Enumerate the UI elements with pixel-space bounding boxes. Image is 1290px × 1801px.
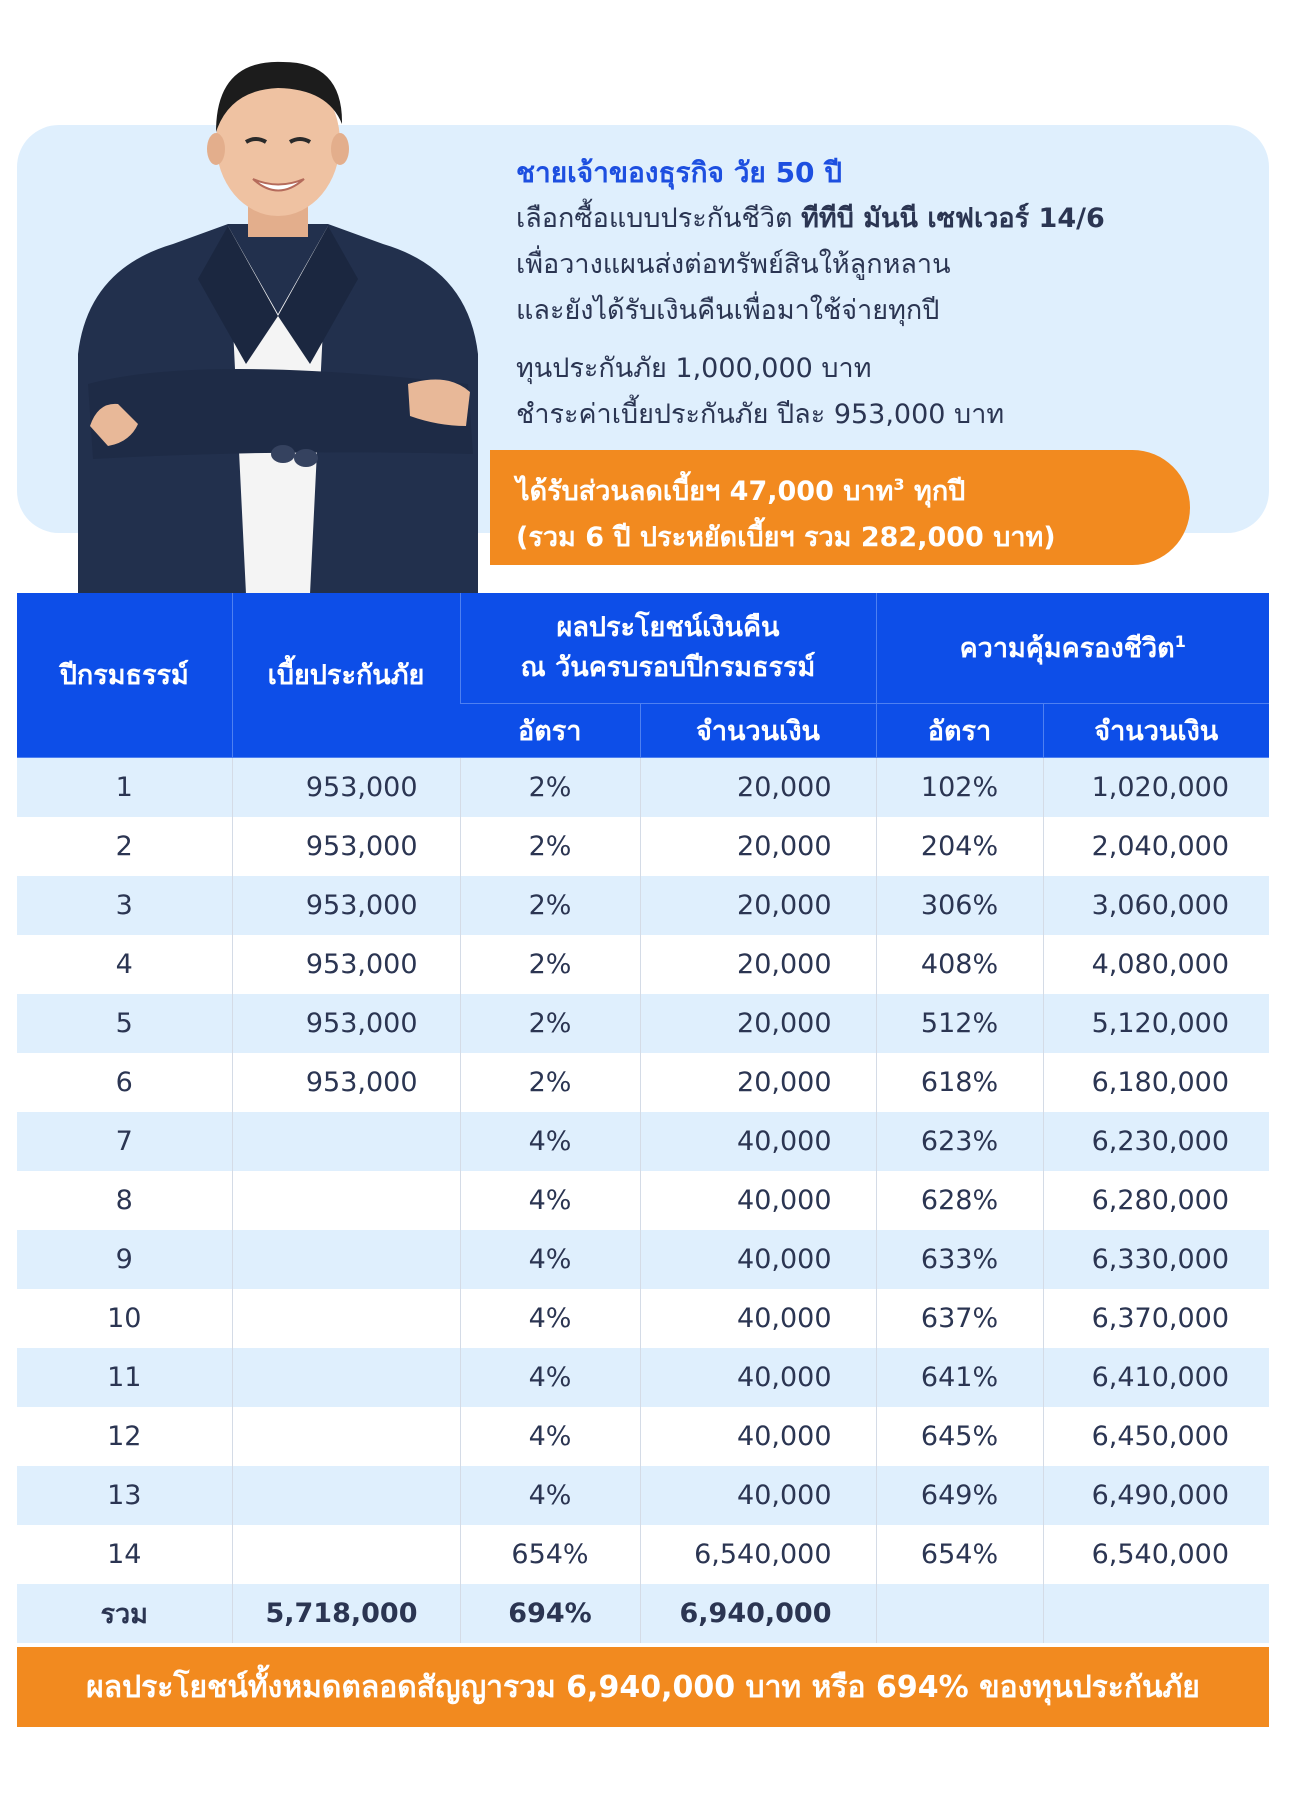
cell-year: 7 — [17, 1112, 232, 1171]
coverage-footnote: 1 — [1174, 632, 1186, 652]
cell-year: 12 — [17, 1407, 232, 1466]
table-row — [17, 757, 1269, 817]
cell-coverage-amount: 1,020,000 — [1043, 757, 1269, 817]
cell-cashback-rate: 2% — [460, 817, 640, 876]
cashback-header-line-2: ณ วันครบรอบปีกรมธรรม์ — [520, 651, 816, 683]
cell-premium: 953,000 — [232, 1053, 460, 1112]
cell-year: 13 — [17, 1466, 232, 1525]
total-cashback-rate: 694% — [460, 1584, 640, 1643]
col-header-premium: เบี้ยประกันภัย — [232, 593, 460, 757]
intro-text — [516, 150, 1236, 438]
table-total-row — [17, 1584, 1269, 1643]
table-row — [17, 876, 1269, 935]
coverage-header-label: ความคุ้มครองชีวิต — [959, 633, 1175, 665]
table-row — [17, 1525, 1269, 1584]
cell-coverage-rate: 645% — [876, 1407, 1043, 1466]
cell-premium: 953,000 — [232, 935, 460, 994]
total-label: รวม — [17, 1584, 232, 1643]
annual-premium: ชำระค่าเบี้ยประกันภัย ปีละ 953,000 บาท — [516, 399, 1005, 430]
discount-text: ได้รับส่วนลดเบี้ยฯ 47,000 บาท — [516, 476, 894, 507]
cell-coverage-amount: 6,180,000 — [1043, 1053, 1269, 1112]
cell-cashback-amount: 20,000 — [640, 935, 876, 994]
table-row — [17, 1171, 1269, 1230]
intro-plan-line — [516, 196, 1236, 242]
cell-cashback-rate: 654% — [460, 1525, 640, 1584]
cell-cashback-rate: 4% — [460, 1112, 640, 1171]
col-header-coverage-rate: อัตรา — [876, 703, 1043, 757]
cell-coverage-amount: 6,410,000 — [1043, 1348, 1269, 1407]
total-premium: 5,718,000 — [232, 1584, 460, 1643]
cell-coverage-rate: 654% — [876, 1525, 1043, 1584]
cell-coverage-amount: 6,450,000 — [1043, 1407, 1269, 1466]
cell-premium: 953,000 — [232, 757, 460, 817]
cell-year: 9 — [17, 1230, 232, 1289]
cell-cashback-amount: 6,540,000 — [640, 1525, 876, 1584]
table-row — [17, 935, 1269, 994]
col-header-cashback-rate: อัตรา — [460, 703, 640, 757]
intro-headline: ชายเจ้าของธุรกิจ วัย 50 ปี — [516, 156, 843, 189]
cell-premium — [232, 1171, 460, 1230]
cell-premium — [232, 1466, 460, 1525]
col-header-cashback-amount: จำนวนเงิน — [640, 703, 876, 757]
intro-plan-prefix: เลือกซื้อแบบประกันชีวิต — [516, 203, 802, 234]
cell-premium — [232, 1407, 460, 1466]
cell-coverage-rate: 649% — [876, 1466, 1043, 1525]
cell-coverage-amount: 6,330,000 — [1043, 1230, 1269, 1289]
cell-cashback-rate: 2% — [460, 994, 640, 1053]
cell-coverage-rate: 408% — [876, 935, 1043, 994]
intro-line-3: เพื่อวางแผนส่งต่อทรัพย์สินให้ลูกหลาน — [516, 249, 951, 280]
discount-line-1 — [516, 462, 1190, 515]
cell-year: 11 — [17, 1348, 232, 1407]
cell-year: 10 — [17, 1289, 232, 1348]
cell-coverage-amount: 2,040,000 — [1043, 817, 1269, 876]
cell-year: 8 — [17, 1171, 232, 1230]
benefits-table-wrapper — [17, 593, 1269, 1643]
cell-coverage-rate: 512% — [876, 994, 1043, 1053]
cell-coverage-rate: 633% — [876, 1230, 1043, 1289]
total-coverage-rate — [876, 1584, 1043, 1643]
cell-cashback-amount: 20,000 — [640, 876, 876, 935]
cell-cashback-amount: 20,000 — [640, 817, 876, 876]
cell-coverage-amount: 5,120,000 — [1043, 994, 1269, 1053]
cell-year: 4 — [17, 935, 232, 994]
cell-coverage-amount: 4,080,000 — [1043, 935, 1269, 994]
cell-cashback-rate: 4% — [460, 1289, 640, 1348]
cell-premium: 953,000 — [232, 817, 460, 876]
cell-cashback-rate: 4% — [460, 1348, 640, 1407]
cell-coverage-amount: 6,230,000 — [1043, 1112, 1269, 1171]
table-row — [17, 1053, 1269, 1112]
cell-cashback-rate: 2% — [460, 757, 640, 817]
cell-cashback-amount: 40,000 — [640, 1407, 876, 1466]
discount-footnote: 3 — [893, 475, 905, 494]
cell-cashback-amount: 40,000 — [640, 1466, 876, 1525]
cell-cashback-amount: 40,000 — [640, 1348, 876, 1407]
total-cashback-amount: 6,940,000 — [640, 1584, 876, 1643]
cell-premium: 953,000 — [232, 876, 460, 935]
cell-year: 2 — [17, 817, 232, 876]
cell-cashback-amount: 20,000 — [640, 757, 876, 817]
col-header-year: ปีกรมธรรม์ — [17, 593, 232, 757]
table-row — [17, 1407, 1269, 1466]
table-row — [17, 817, 1269, 876]
cell-cashback-rate: 4% — [460, 1230, 640, 1289]
cell-coverage-rate: 306% — [876, 876, 1043, 935]
cell-cashback-rate: 2% — [460, 876, 640, 935]
table-row — [17, 1348, 1269, 1407]
cell-premium — [232, 1348, 460, 1407]
cell-cashback-rate: 4% — [460, 1171, 640, 1230]
cell-coverage-rate: 204% — [876, 817, 1043, 876]
cell-year: 5 — [17, 994, 232, 1053]
cell-cashback-amount: 40,000 — [640, 1112, 876, 1171]
cell-cashback-amount: 20,000 — [640, 1053, 876, 1112]
cell-year: 6 — [17, 1053, 232, 1112]
benefit-summary-banner — [17, 1647, 1269, 1727]
cell-coverage-rate: 628% — [876, 1171, 1043, 1230]
cell-cashback-rate: 2% — [460, 1053, 640, 1112]
discount-banner — [490, 450, 1190, 565]
intro-line-4: และยังได้รับเงินคืนเพื่อมาใช้จ่ายทุกปี — [516, 295, 940, 326]
cell-cashback-rate: 4% — [460, 1407, 640, 1466]
cell-coverage-rate: 623% — [876, 1112, 1043, 1171]
cell-coverage-amount: 3,060,000 — [1043, 876, 1269, 935]
cell-coverage-rate: 618% — [876, 1053, 1043, 1112]
benefits-table — [17, 593, 1269, 1643]
cell-year: 1 — [17, 757, 232, 817]
cell-year: 3 — [17, 876, 232, 935]
cell-premium: 953,000 — [232, 994, 460, 1053]
col-header-cashback — [460, 593, 876, 703]
cell-coverage-rate: 637% — [876, 1289, 1043, 1348]
table-row — [17, 994, 1269, 1053]
table-row — [17, 1289, 1269, 1348]
cell-coverage-amount: 6,370,000 — [1043, 1289, 1269, 1348]
cell-premium — [232, 1289, 460, 1348]
cell-premium — [232, 1230, 460, 1289]
cell-coverage-amount: 6,540,000 — [1043, 1525, 1269, 1584]
cell-coverage-amount: 6,280,000 — [1043, 1171, 1269, 1230]
benefit-summary-text: ผลประโยชน์ทั้งหมดตลอดสัญญารวม 6,940,000 บาท หรือ 694% ของทุนประกันภัย — [86, 1669, 1200, 1705]
cell-premium — [232, 1525, 460, 1584]
cell-cashback-rate: 2% — [460, 935, 640, 994]
total-coverage-amount — [1043, 1584, 1269, 1643]
plan-name: ทีทีบี มันนี เซฟเวอร์ 14/6 — [801, 203, 1105, 234]
cell-cashback-amount: 20,000 — [640, 994, 876, 1053]
cell-cashback-amount: 40,000 — [640, 1230, 876, 1289]
sum-insured: ทุนประกันภัย 1,000,000 บาท — [516, 353, 872, 384]
cell-coverage-amount: 6,490,000 — [1043, 1466, 1269, 1525]
table-row — [17, 1112, 1269, 1171]
table-row — [17, 1230, 1269, 1289]
cell-cashback-amount: 40,000 — [640, 1289, 876, 1348]
cashback-header-line-1: ผลประโยชน์เงินคืน — [556, 611, 780, 643]
cell-coverage-rate: 641% — [876, 1348, 1043, 1407]
col-header-coverage-amount: จำนวนเงิน — [1043, 703, 1269, 757]
cell-premium — [232, 1112, 460, 1171]
table-row — [17, 1466, 1269, 1525]
businessman-photo — [78, 54, 478, 594]
col-header-coverage — [876, 593, 1269, 703]
cell-coverage-rate: 102% — [876, 757, 1043, 817]
cell-cashback-rate: 4% — [460, 1466, 640, 1525]
discount-line-2: (รวม 6 ปี ประหยัดเบี้ยฯ รวม 282,000 บาท) — [516, 522, 1056, 553]
cell-year: 14 — [17, 1525, 232, 1584]
discount-every-year: ทุกปี — [904, 476, 966, 507]
cell-cashback-amount: 40,000 — [640, 1171, 876, 1230]
